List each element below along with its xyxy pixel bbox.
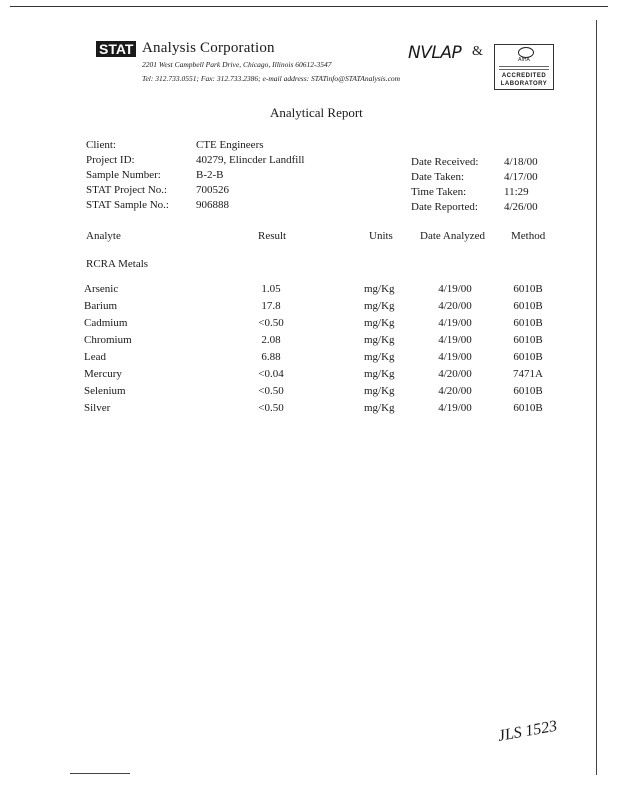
- analyte-units: mg/Kg: [364, 334, 395, 346]
- badge-accredited: ACCREDITED: [501, 73, 547, 79]
- analyte-name: Cadmium: [84, 317, 128, 329]
- analyte-name: Selenium: [84, 385, 126, 397]
- date-taken-value: 4/17/00: [504, 171, 538, 183]
- analyte-date: 4/20/00: [438, 300, 472, 312]
- analyte-method: 6010B: [513, 351, 543, 363]
- time-taken-value: 11:29: [504, 186, 529, 198]
- analyte-name: Chromium: [84, 334, 132, 346]
- table-row: [0, 402, 619, 419]
- analyte-method: 6010B: [513, 317, 543, 329]
- report-title: Analytical Report: [270, 105, 363, 120]
- page-edge-top: [10, 6, 608, 7]
- analyte-name: Arsenic: [84, 283, 119, 295]
- client-label: Client:: [86, 139, 116, 151]
- time-taken-label: Time Taken:: [411, 186, 467, 198]
- analyte-date: 4/19/00: [438, 283, 472, 295]
- project-id-label: Project ID:: [86, 154, 135, 166]
- company-logo: STAT: [96, 41, 136, 57]
- analyte-name: Silver: [84, 402, 111, 414]
- accreditation-badge: [494, 44, 554, 90]
- analyte-units: mg/Kg: [364, 317, 395, 329]
- analyte-date: 4/19/00: [438, 334, 472, 346]
- analyte-method: 6010B: [513, 385, 543, 397]
- section-rcra-metals: RCRA Metals: [86, 258, 149, 270]
- analyte-method: 6010B: [513, 402, 543, 414]
- sample-number-label: Sample Number:: [86, 169, 161, 181]
- analyte-result: 6.88: [261, 351, 281, 363]
- table-row: [0, 300, 619, 317]
- project-id-value: 40279, Elincder Landfill: [196, 154, 305, 166]
- analyte-result: 2.08: [261, 334, 281, 346]
- analyte-date: 4/20/00: [438, 385, 472, 397]
- analyte-result: <0.50: [258, 317, 284, 329]
- header-method: Method: [511, 230, 546, 242]
- stat-project-value: 700526: [196, 184, 229, 196]
- analyte-units: mg/Kg: [364, 351, 395, 363]
- analyte-name: Barium: [84, 300, 117, 312]
- company-contact: Tel: 312.733.0551; Fax: 312.733.2386; e-mail address: STATinfo@STATAnalysis.com: [142, 74, 401, 83]
- table-row: [0, 283, 619, 300]
- analyte-date: 4/20/00: [438, 368, 472, 380]
- stat-sample-label: STAT Sample No.:: [86, 199, 169, 211]
- analyte-result: 17.8: [261, 300, 281, 312]
- stat-project-label: STAT Project No.:: [86, 184, 168, 196]
- analyte-units: mg/Kg: [364, 283, 395, 295]
- analyte-method: 6010B: [513, 334, 543, 346]
- ampersand: &: [472, 44, 483, 59]
- date-taken-label: Date Taken:: [411, 171, 465, 183]
- header-units: Units: [369, 230, 393, 242]
- analyte-method: 6010B: [513, 300, 543, 312]
- badge-rule: [499, 66, 549, 67]
- analyte-name: Lead: [84, 351, 106, 363]
- table-row: [0, 334, 619, 351]
- stat-sample-value: 906888: [196, 199, 229, 211]
- client-value: CTE Engineers: [196, 139, 264, 151]
- date-reported-label: Date Reported:: [411, 201, 478, 213]
- date-received-value: 4/18/00: [504, 156, 538, 168]
- company-name: Analysis Corporation: [142, 40, 275, 56]
- handwritten-annotation: JLS 1523: [496, 717, 559, 745]
- nvlap-logo: NVLAP: [408, 43, 462, 63]
- analyte-result: <0.50: [258, 385, 284, 397]
- badge-org: AIHA: [518, 57, 530, 63]
- analyte-method: 7471A: [513, 368, 543, 380]
- analyte-name: Mercury: [84, 368, 122, 380]
- analyte-result: <0.04: [258, 368, 284, 380]
- analyte-result: 1.05: [261, 283, 281, 295]
- analyte-result: <0.50: [258, 402, 284, 414]
- table-row: [0, 351, 619, 368]
- table-row: [0, 317, 619, 334]
- analyte-date: 4/19/00: [438, 402, 472, 414]
- badge-rule: [499, 69, 549, 70]
- header-analyte: Analyte: [86, 230, 121, 242]
- sample-number-value: B-2-B: [196, 169, 224, 181]
- analyte-units: mg/Kg: [364, 385, 395, 397]
- date-received-label: Date Received:: [411, 156, 479, 168]
- analyte-units: mg/Kg: [364, 300, 395, 312]
- table-row: [0, 368, 619, 385]
- date-reported-value: 4/26/00: [504, 201, 538, 213]
- company-address: 2201 West Campbell Park Drive, Chicago, Illinois 60612-3547: [142, 60, 332, 69]
- analyte-units: mg/Kg: [364, 402, 395, 414]
- analyte-date: 4/19/00: [438, 317, 472, 329]
- analyte-units: mg/Kg: [364, 368, 395, 380]
- header-result: Result: [258, 230, 287, 242]
- analyte-date: 4/19/00: [438, 351, 472, 363]
- analyte-method: 6010B: [513, 283, 543, 295]
- page-edge-bottom: [70, 773, 130, 774]
- badge-laboratory: LABORATORY: [500, 81, 548, 87]
- header-date-analyzed: Date Analyzed: [420, 230, 486, 242]
- table-row: [0, 385, 619, 402]
